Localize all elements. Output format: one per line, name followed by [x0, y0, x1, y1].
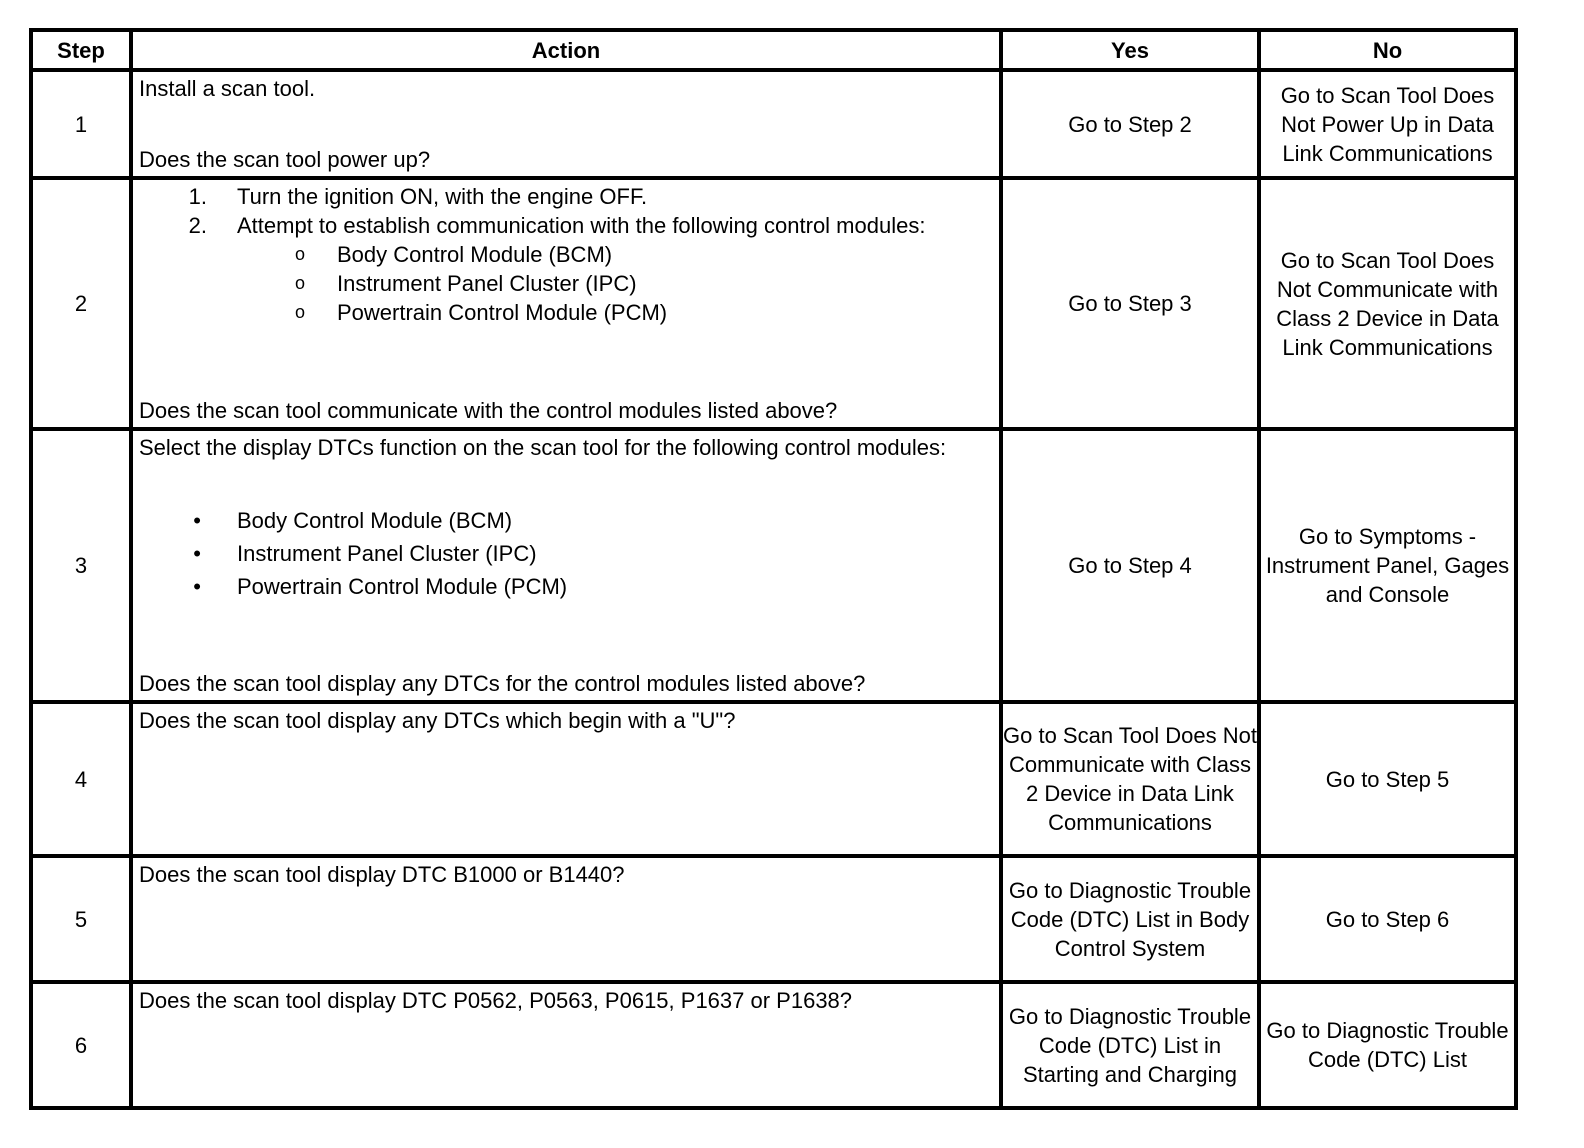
action-cell — [131, 429, 1001, 702]
sub-list — [139, 240, 993, 327]
no-result: Go to Scan Tool Does Not Power Up in Data Link Communications — [1259, 70, 1516, 178]
table-row — [31, 982, 1516, 1108]
action-question: Does the scan tool display DTC P0562, P0563, P0615, P1637 or P1638? — [139, 988, 853, 1013]
header-no: No — [1259, 30, 1516, 70]
action-question: Does the scan tool display any DTCs which begin with a "U"? — [139, 708, 736, 733]
bullet-icon: • — [193, 574, 201, 599]
table-row — [31, 429, 1516, 702]
list-text: Instrument Panel Cluster (IPC) — [337, 271, 637, 296]
action-question: Does the scan tool power up? — [139, 147, 431, 172]
header-yes: Yes — [1001, 30, 1259, 70]
action-cell — [131, 178, 1001, 429]
header-step: Step — [31, 30, 131, 70]
list-item — [139, 537, 993, 570]
action-cell — [131, 702, 1001, 856]
circle-bullet-icon: o — [294, 273, 305, 293]
no-result: Go to Scan Tool Does Not Communicate with Class 2 Device in Data Link Communications — [1259, 178, 1516, 429]
action-cell — [131, 856, 1001, 982]
list-text: Body Control Module (BCM) — [237, 508, 513, 533]
diagnostic-table-container — [29, 28, 1514, 1109]
table-row — [31, 70, 1516, 178]
action-question: Does the scan tool communicate with the control modules listed above? — [139, 398, 838, 423]
no-result: Go to Symptoms - Instrument Panel, Gages and Console — [1259, 429, 1516, 702]
yes-result: Go to Scan Tool Does Not Communicate with Class 2 Device in Data Link Communications — [1001, 702, 1259, 856]
list-text: Powertrain Control Module (PCM) — [337, 300, 668, 325]
yes-result: Go to Diagnostic Trouble Code (DTC) List in Body Control System — [1001, 856, 1259, 982]
circle-bullet-icon: o — [294, 244, 305, 264]
step-number: 1 — [31, 70, 131, 178]
action-text: Install a scan tool. — [139, 76, 316, 101]
no-result: Go to Step 5 — [1259, 702, 1516, 856]
list-item — [139, 269, 993, 298]
list-item — [139, 298, 993, 327]
list-text: Powertrain Control Module (PCM) — [237, 574, 568, 599]
step-number: 5 — [31, 856, 131, 982]
action-cell — [131, 70, 1001, 178]
action-text: Select the display DTCs function on the scan tool for the following control modules: — [139, 435, 947, 460]
numbered-list — [139, 182, 993, 240]
bullet-list — [139, 504, 993, 603]
step-number: 4 — [31, 702, 131, 856]
step-number: 2 — [31, 178, 131, 429]
list-text: Attempt to establish communication with the following control modules: — [237, 213, 926, 238]
list-item — [139, 182, 993, 211]
list-number: 1. — [188, 184, 207, 209]
table-row — [31, 856, 1516, 982]
bullet-icon: • — [193, 508, 201, 533]
header-row — [31, 30, 1516, 70]
list-item — [139, 240, 993, 269]
action-cell — [131, 982, 1001, 1108]
yes-result: Go to Step 2 — [1001, 70, 1259, 178]
table-row — [31, 702, 1516, 856]
yes-result: Go to Step 4 — [1001, 429, 1259, 702]
yes-result: Go to Step 3 — [1001, 178, 1259, 429]
action-question: Does the scan tool display DTC B1000 or B1440? — [139, 862, 625, 887]
list-text: Instrument Panel Cluster (IPC) — [237, 541, 537, 566]
list-text: Body Control Module (BCM) — [337, 242, 613, 267]
no-result: Go to Step 6 — [1259, 856, 1516, 982]
list-item — [139, 211, 993, 240]
yes-result: Go to Diagnostic Trouble Code (DTC) List in Starting and Charging — [1001, 982, 1259, 1108]
step-number: 6 — [31, 982, 131, 1108]
step-number: 3 — [31, 429, 131, 702]
table-row — [31, 178, 1516, 429]
no-result: Go to Diagnostic Trouble Code (DTC) List — [1259, 982, 1516, 1108]
circle-bullet-icon: o — [294, 302, 305, 322]
header-action: Action — [131, 30, 1001, 70]
action-question: Does the scan tool display any DTCs for the control modules listed above? — [139, 671, 866, 696]
bullet-icon: • — [193, 541, 201, 566]
list-number: 2. — [188, 213, 207, 238]
list-item — [139, 570, 993, 603]
list-text: Turn the ignition ON, with the engine OFF. — [237, 184, 648, 209]
list-item — [139, 504, 993, 537]
diagnostic-table — [29, 28, 1518, 1110]
